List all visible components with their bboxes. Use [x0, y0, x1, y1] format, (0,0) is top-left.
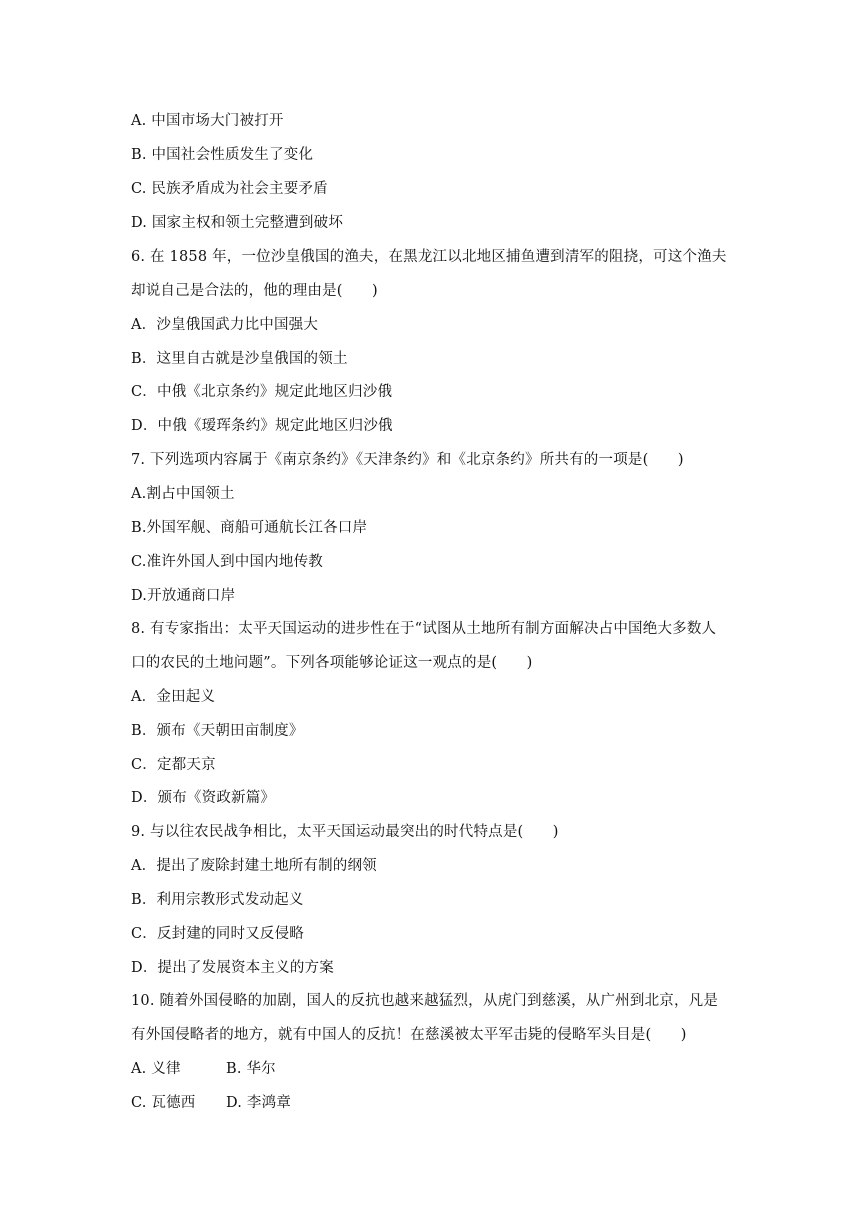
q9-option-d: D．提出了发展资本主义的方案: [131, 960, 334, 976]
q10-options-row2: [131, 1093, 291, 1113]
q9-option-b: B．利用宗教形式发动起义: [131, 892, 304, 908]
q6-option-b: B．这里自古就是沙皇俄国的领土: [131, 351, 348, 367]
q7-option-c: C.准许外国人到中国内地传教: [131, 554, 323, 570]
q10-stem-line1: 10. 随着外国侵略的加剧，国人的反抗也越来越猛烈，从虎门到慈溪，从广州到北京，凡是: [131, 993, 719, 1009]
q5-option-c: C. 民族矛盾成为社会主要矛盾: [131, 181, 328, 197]
q8-option-d: D．颁布《资政新篇》: [131, 790, 276, 806]
q7-stem-line1: 7. 下列选项内容属于《南京条约》《天津条约》和《北京条约》所共有的一项是( ): [131, 452, 684, 468]
q9-stem-line1: 9. 与以往农民战争相比，太平天国运动最突出的时代特点是( ): [131, 824, 559, 840]
q8-stem-line2: 口的农民的土地问题”。下列各项能够论证这一观点的是( ): [131, 655, 533, 671]
q6-option-d: D．中俄《瑷珲条约》规定此地区归沙俄: [131, 418, 393, 434]
q10-option-c: C. 瓦德西: [131, 1095, 196, 1111]
q9-option-c: C．反封建的同时又反侵略: [131, 926, 304, 942]
q10-stem-line2: 有外国侵略者的地方，就有中国人的反抗！在慈溪被太平军击毙的侵略军头目是( ): [131, 1027, 687, 1043]
q8-option-a: A．金田起义: [131, 689, 216, 705]
q10-options-row1: [131, 1059, 276, 1079]
q5-option-a: A. 中国市场大门被打开: [131, 113, 284, 129]
q6-option-c: C．中俄《北京条约》规定此地区归沙俄: [131, 384, 393, 400]
q6-option-a: A．沙皇俄国武力比中国强大: [131, 317, 319, 333]
q8-option-b: B．颁布《天朝田亩制度》: [131, 723, 304, 739]
q9-option-a: A．提出了废除封建土地所有制的纲领: [131, 858, 377, 874]
q8-stem-line1: 8. 有专家指出：太平天国运动的进步性在于“试图从土地所有制方面解决占中国绝大多数人: [131, 621, 717, 637]
q7-option-a: A.割占中国领土: [131, 486, 235, 502]
q6-stem-line2: 却说自己是合法的，他的理由是( ): [131, 283, 378, 299]
q6-stem-line1: 6. 在 1858 年，一位沙皇俄国的渔夫，在黑龙江以北地区捕鱼遭到清军的阻挠，可这个渔夫: [131, 249, 727, 265]
q7-option-b: B.外国军舰、商船可通航长江各口岸: [131, 520, 368, 536]
q7-option-d: D.开放通商口岸: [131, 588, 236, 604]
q10-option-a: A. 义律: [131, 1061, 181, 1077]
q10-option-b: B. 华尔: [226, 1061, 276, 1077]
q8-option-c: C．定都天京: [131, 757, 216, 773]
q5-option-b: B. 中国社会性质发生了变化: [131, 147, 314, 163]
q5-option-d: D. 国家主权和领土完整遭到破坏: [131, 215, 344, 231]
q10-option-d: D. 李鸿章: [226, 1095, 292, 1111]
